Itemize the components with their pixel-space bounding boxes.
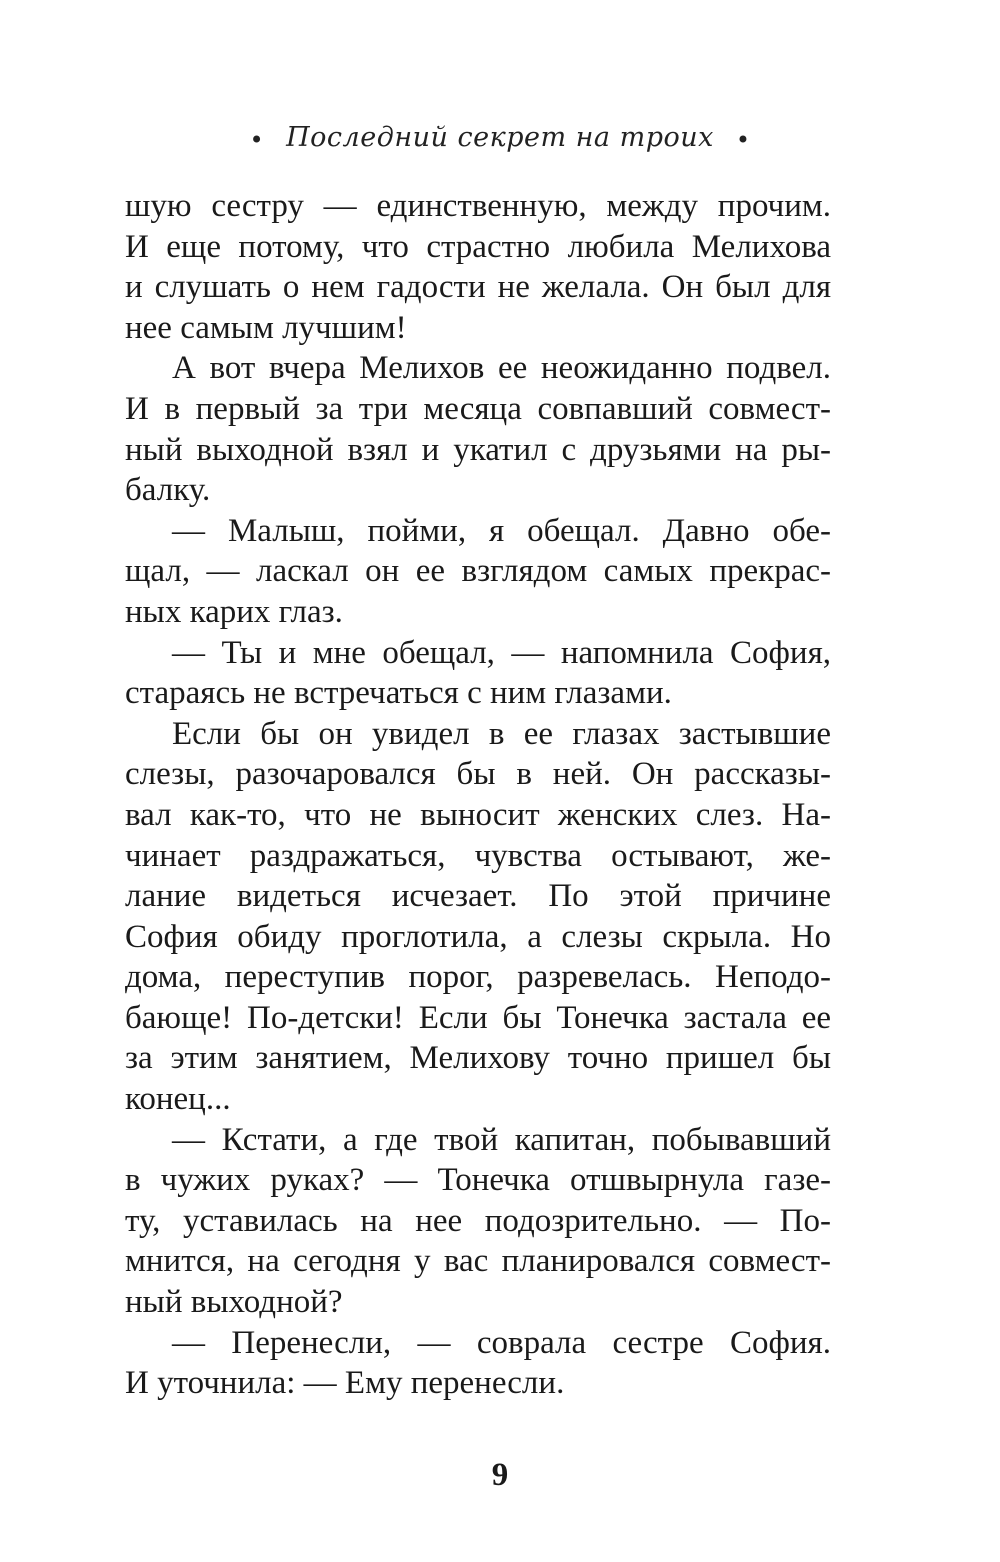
- text-line: дома, переступив порог, разревелась. Неподо-: [125, 959, 831, 996]
- text-line: слезы, разочаровался бы в ней. Он рассказы-: [125, 756, 831, 793]
- text-line: ту, уставилась на нее подозрительно. — По-: [125, 1202, 831, 1239]
- running-head: [0, 122, 1000, 153]
- running-head-bullet-left: •: [249, 126, 265, 154]
- text-line: — Кстати, а где твой капитан, побывавший: [172, 1121, 831, 1158]
- text-line: И уточнила: — Ему перенесли.: [125, 1365, 565, 1402]
- text-line: вал как-то, что не выносит женских слез. На-: [125, 796, 831, 833]
- running-head-bullet-right: •: [735, 126, 751, 154]
- text-line: ный выходной?: [125, 1284, 343, 1321]
- text-line: — Малыш, пойми, я обещал. Давно обе-: [172, 512, 831, 549]
- text-line: ных карих глаз.: [125, 593, 343, 630]
- text-line: бающе! По-детски! Если бы Тонечка застала ее: [125, 999, 831, 1036]
- text-line: лание видеться исчезает. По этой причине: [125, 878, 831, 915]
- text-line: чинает раздражаться, чувства остывают, же-: [125, 837, 831, 874]
- text-line: Если бы он увидел в ее глазах застывшие: [172, 715, 831, 752]
- page-number: 9: [491, 1457, 509, 1493]
- text-line: щал, — ласкал он ее взглядом самых прекрас-: [125, 553, 831, 590]
- text-line: стараясь не встречаться с ним глазами.: [125, 675, 672, 712]
- text-line: И еще потому, что страстно любила Мелихова: [125, 228, 831, 265]
- text-line: конец...: [125, 1081, 231, 1118]
- text-line: И в первый за три месяца совпавший совмест-: [125, 390, 831, 427]
- text-line: София обиду проглотила, а слезы скрыла. Но: [125, 918, 831, 955]
- text-line: — Перенесли, — соврала сестре София.: [172, 1324, 831, 1361]
- text-line: и слушать о нем гадости не желала. Он был для: [125, 269, 831, 306]
- text-line: в чужих руках? — Тонечка отшвырнула газе-: [125, 1162, 831, 1199]
- text-line: шую сестру — единственную, между прочим.: [125, 188, 831, 224]
- text-line: нее самым лучшим!: [125, 309, 407, 346]
- text-line: — Ты и мне обещал, — напомнила София,: [172, 634, 831, 671]
- text-line: А вот вчера Мелихов ее неожиданно подвел.: [172, 350, 831, 387]
- text-line: балку.: [125, 472, 211, 509]
- text-line: мнится, на сегодня у вас планировался совмест-: [125, 1243, 831, 1280]
- text-line: за этим занятием, Мелихову точно пришел бы: [125, 1040, 831, 1077]
- body-text: [125, 186, 831, 1404]
- running-head-title: Последний секрет на троих: [286, 122, 714, 153]
- text-line: ный выходной взял и укатил с друзьями на ры-: [125, 431, 831, 468]
